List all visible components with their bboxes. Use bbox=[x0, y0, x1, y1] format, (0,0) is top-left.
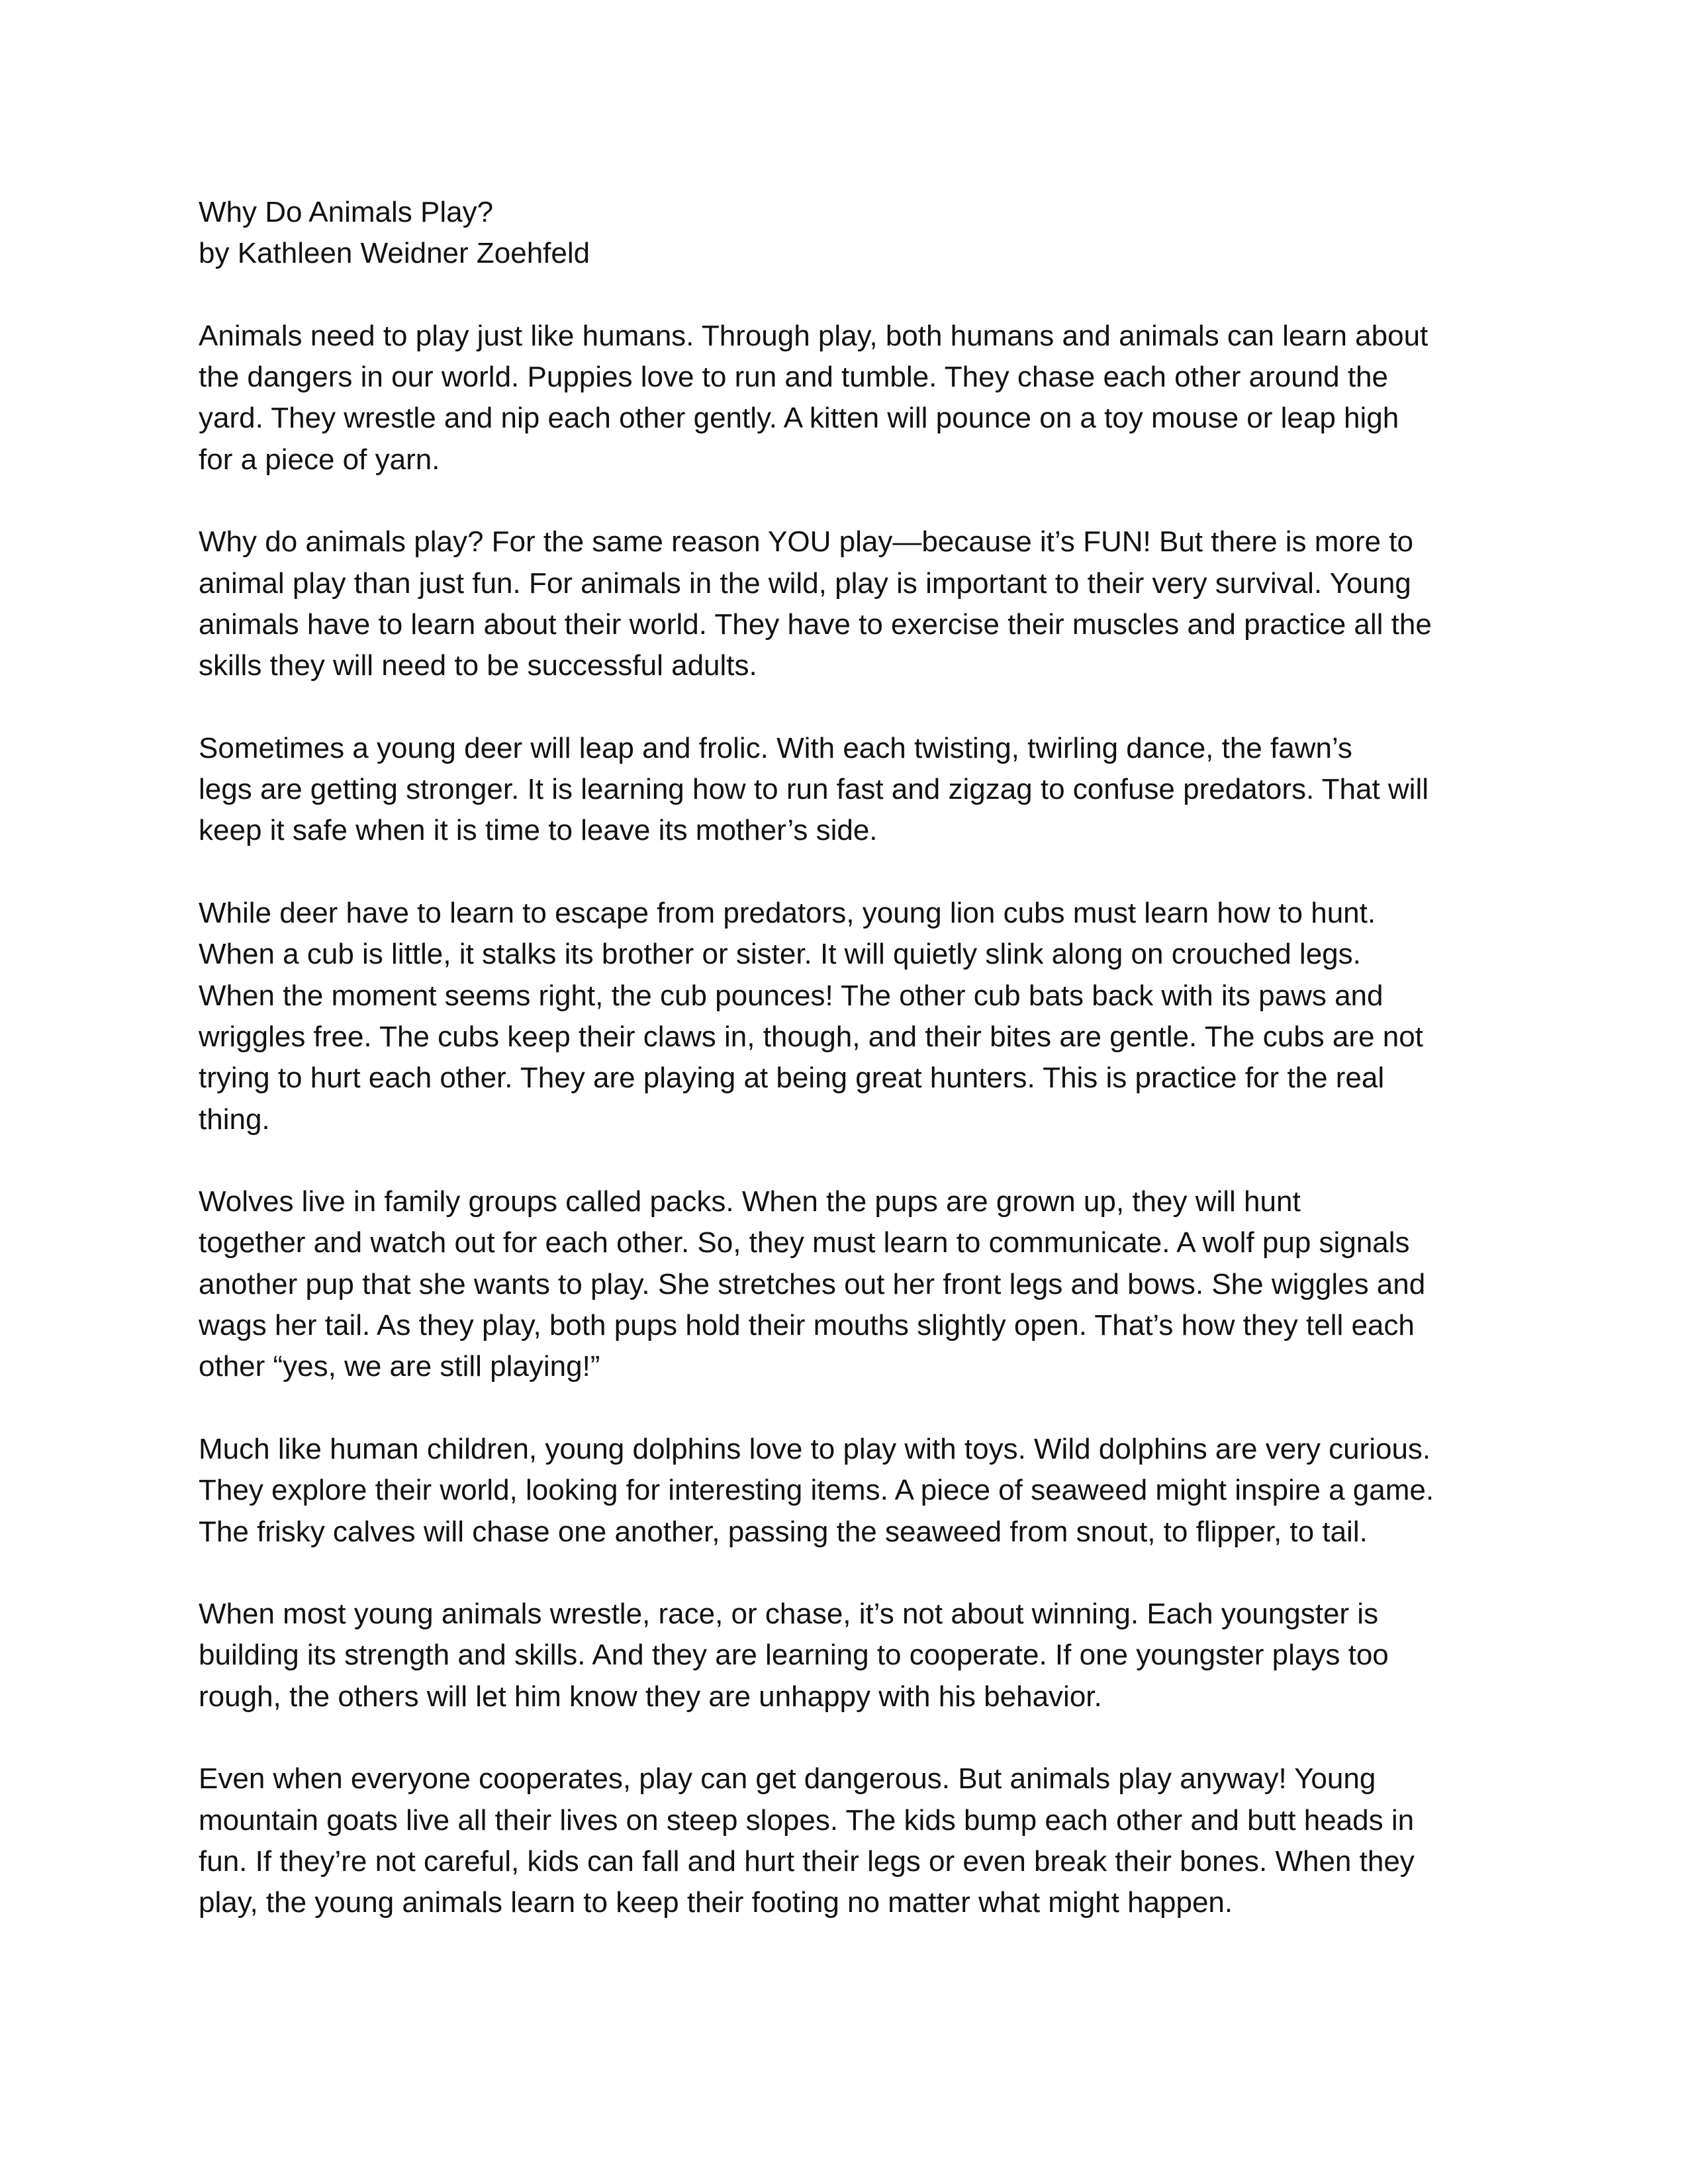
document-title: Why Do Animals Play? bbox=[199, 196, 494, 228]
document-page bbox=[199, 192, 1496, 1965]
document-body bbox=[199, 316, 1496, 1924]
paragraph-4: While deer have to learn to escape from predators, young lion cubs must learn how to hunt. When a cub is little, it stalks its brother or sister. It will quietly slink along on crouched legs. When the moment seems right, the cub pounces! The other cub bats back with its paws and wriggles free. The cubs keep their claws in, though, and their bites are gentle. The cubs are not trying to hurt each other. They are playing at being great hunters. This is practice for the real thing. bbox=[199, 897, 1423, 1136]
paragraph-5: Wolves live in family groups called packs. When the pups are grown up, they will hunt together and watch out for each other. So, they must learn to communicate. A wolf pup signals another pup that she wants to play. She stretches out her front legs and bows. She wiggles and wags her tail. As they play, both pups hold their mouths slightly open. That’s how they tell each other “yes, we are still playing!” bbox=[199, 1185, 1426, 1383]
document-author: by Kathleen Weidner Zoehfeld bbox=[199, 237, 590, 270]
paragraph-3: Sometimes a young deer will leap and frolic. With each twisting, twirling dance, the fawn’s legs are getting stronger. It is learning how to run fast and zigzag to confuse predators. That will keep it safe when it is time to leave its mother’s side. bbox=[199, 731, 1429, 847]
paragraph-1: Animals need to play just like humans. Through play, both humans and animals can learn about the dangers in our world. Puppies love to run and tumble. They chase each other around the yard. They wrestle and nip each other gently. A kitten will pounce on a toy mouse or leap high for a piece of yarn. bbox=[199, 319, 1429, 476]
paragraph-7: When most young animals wrestle, race, or chase, it’s not about winning. Each youngster is building its strength and skills. And they are learning to cooperate. If one youngster plays too rough, the others will let him know they are unhappy with his behavior. bbox=[199, 1598, 1389, 1713]
paragraph-8: Even when everyone cooperates, play can get dangerous. But animals play anyway! Young mountain goats live all their lives on steep slopes. The kids bump each other and butt heads in fun. If they’re not careful, kids can fall and hurt their legs or even break their bones. When they play, the young animals learn to keep their footing no matter what might happen. bbox=[199, 1762, 1415, 1919]
paragraph-6: Much like human children, young dolphins love to play with toys. Wild dolphins are very curious. They explore their world, looking for interesting items. A piece of seaweed might inspire a game. The frisky calves will chase one another, passing the seaweed from snout, to flipper, to tail. bbox=[199, 1432, 1434, 1548]
paragraph-2: Why do animals play? For the same reason YOU play—because it’s FUN! But there is more to animal play than just fun. For animals in the wild, play is important to their very survival. Young animals have to learn about their world. They have to exercise their muscles and practice all the skills they will need to be successful adults. bbox=[199, 525, 1432, 682]
